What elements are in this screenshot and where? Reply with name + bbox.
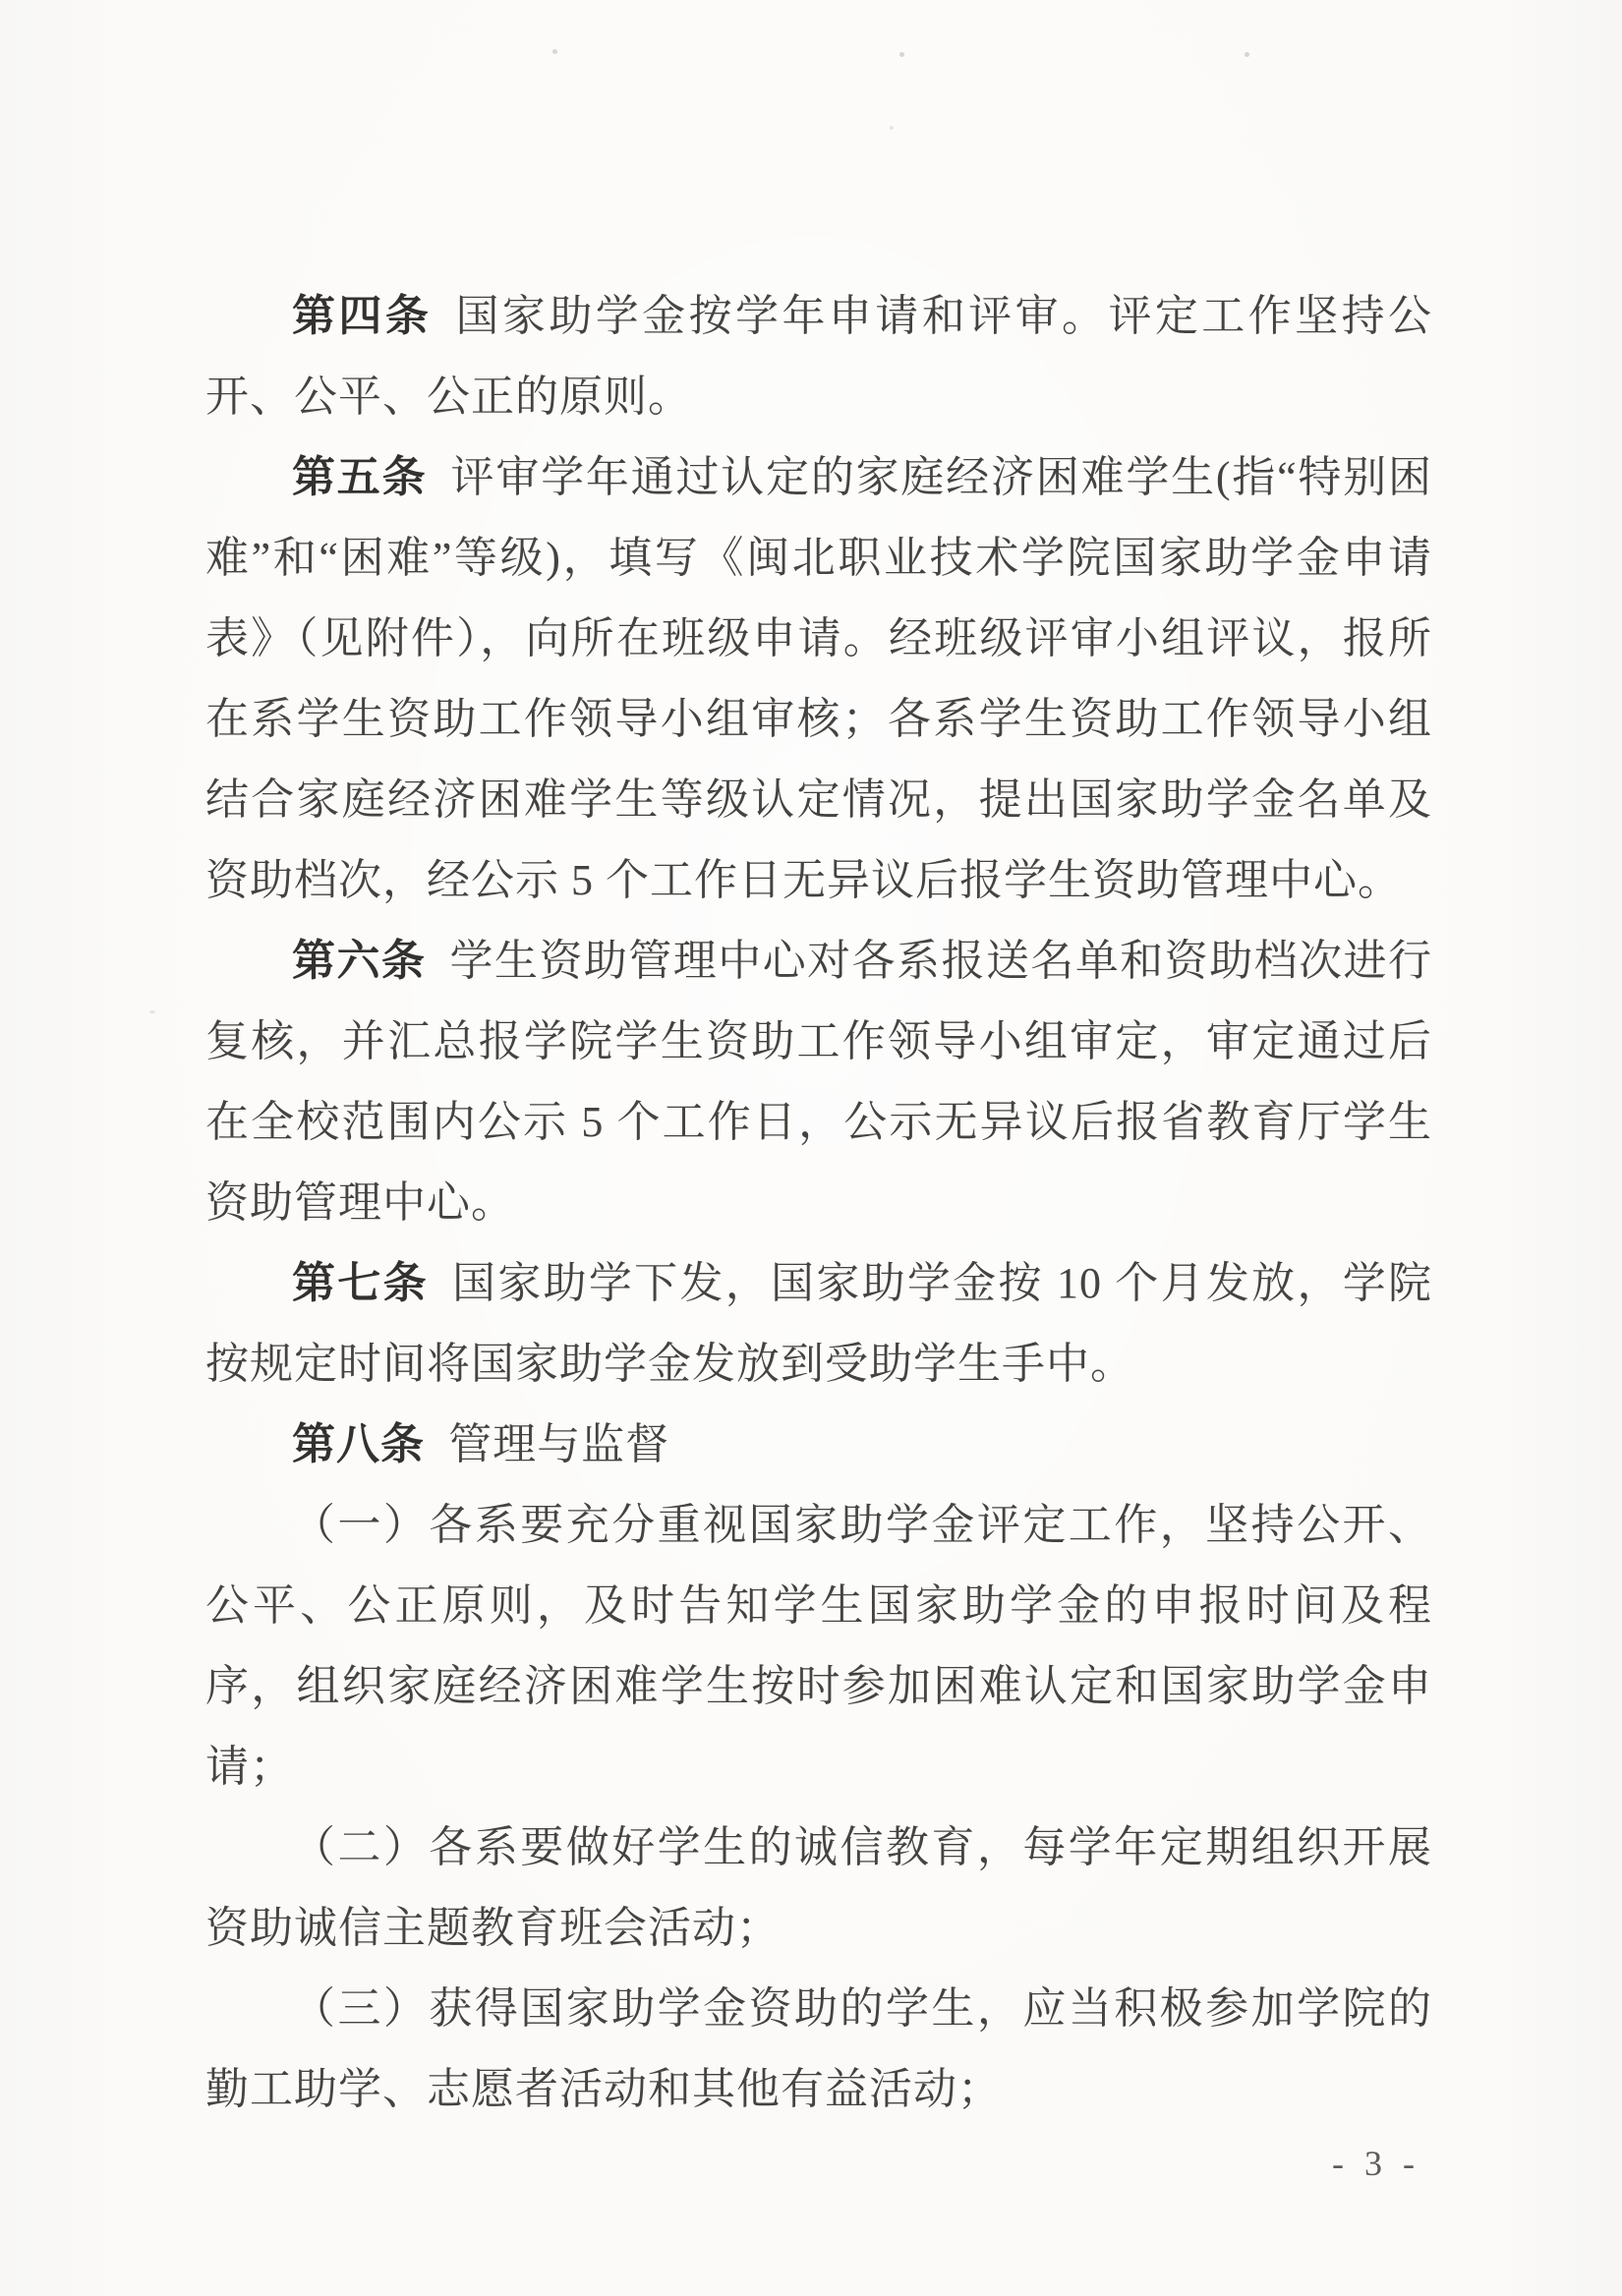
paragraph: [205, 276, 1432, 437]
paragraph-text: （一）各系要充分重视国家助学金评定工作，坚持公开、公平、公正原则，及时告知学生国家助学金的申报时间及程序，组织家庭经济困难学生按时参加困难认定和国家助学金申请；: [205, 1501, 1432, 1791]
article-number: 第八条: [292, 1420, 425, 1468]
scan-speck: [899, 52, 904, 57]
paragraph: [205, 1405, 1432, 1485]
paragraph-text: 国家助学下发，国家助学金按 10 个月发放，学院按规定时间将国家助学金发放到受助学生手中。: [205, 1259, 1433, 1388]
scan-speck: [552, 49, 557, 54]
paragraph-text: 国家助学金按学年申请和评审。评定工作坚持公开、公平、公正的原则。: [205, 292, 1432, 421]
paragraph-text: 评审学年通过认定的家庭经济困难学生(指“特别困难”和“困难”等级)，填写《闽北职业技术学院国家助学金申请表》（见附件），向所在班级申请。经班级评审小组评议，报所在系学生资助工作领导小组审核；各系学生资助工作领导小组结合家庭经济困难学生等级认定情况，提出国家助学金名单及资助档次，经公示 5 个工作日无异议后报学生资助管理中心。: [205, 453, 1432, 904]
paragraph-text: （二）各系要做好学生的诚信教育，每学年定期组织开展资助诚信主题教育班会活动；: [205, 1823, 1432, 1952]
paragraph-text: 学生资助管理中心对各系报送名单和资助档次进行复核，并汇总报学院学生资助工作领导小组审定，审定通过后在全校范围内公示 5 个工作日，公示无异议后报省教育厅学生资助管理中心。: [205, 937, 1433, 1227]
paragraph-text: 管理与监督: [448, 1420, 670, 1468]
article-number: 第四条: [292, 292, 433, 340]
scan-speck: [890, 126, 894, 130]
document-body: [205, 276, 1432, 2130]
scan-speck: [149, 1010, 155, 1013]
paragraph: [205, 1485, 1432, 1808]
paragraph: [205, 921, 1432, 1243]
paragraph: [205, 1969, 1432, 2130]
article-number: 第七条: [292, 1259, 429, 1307]
article-number: 第五条: [292, 453, 428, 501]
paragraph-text: （三）获得国家助学金资助的学生，应当积极参加学院的勤工助学、志愿者活动和其他有益活动；: [205, 1984, 1432, 2113]
paragraph: [205, 1808, 1432, 1969]
scan-speck: [1245, 52, 1249, 57]
page-number: - 3 -: [1332, 2144, 1420, 2183]
paragraph: [205, 437, 1432, 921]
article-number: 第六条: [292, 937, 427, 985]
paragraph: [205, 1243, 1432, 1405]
